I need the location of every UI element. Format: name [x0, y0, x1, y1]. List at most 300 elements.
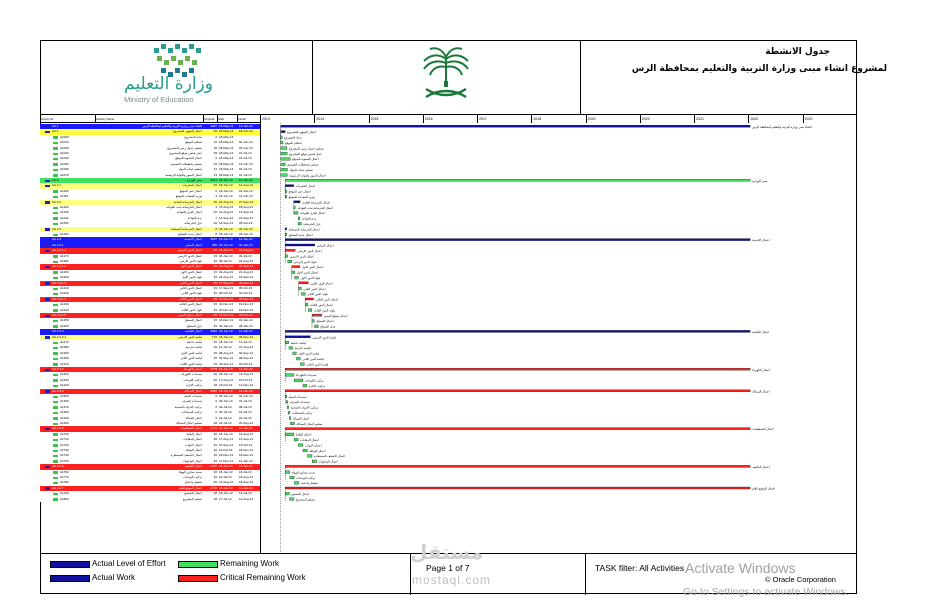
finish-date: 08-Jul-13 — [239, 404, 252, 409]
start-date: 19-Aug-13 — [219, 480, 234, 485]
activity-name: مبنى الوزارة — [186, 178, 202, 182]
activity-id: A1740 — [60, 453, 69, 458]
task-bar-icon — [53, 358, 58, 361]
timescale-year: 2019 — [586, 115, 640, 123]
task-bar-icon — [45, 126, 50, 129]
gantt-bar-label: بلوك الدور الثاني — [307, 292, 328, 297]
activity-id: AA.2.4.7 — [52, 485, 64, 490]
activity-name: اعمال الدور الثالث — [179, 296, 202, 301]
activity-name: اعمال الحفريات — [182, 183, 202, 188]
start-date: 15-Sep-13 — [219, 442, 234, 447]
gantt-bar — [285, 374, 294, 377]
gantt-bar — [285, 233, 287, 236]
gantt-bar-label: اعمال النوافذ — [309, 448, 326, 453]
duration: 55 — [213, 264, 217, 269]
activity-id: A1380 — [60, 410, 69, 415]
gantt-bar-label: تسليم عينات المواد — [289, 168, 314, 172]
activity-name: تركيب الانارة — [186, 383, 202, 388]
task-bar-icon — [53, 153, 58, 156]
finish-date: 29-Jun-13 — [239, 145, 253, 150]
duration: 2738 — [210, 485, 217, 490]
timescale-year: 2020 — [640, 115, 694, 123]
activity-id: A1330 — [60, 377, 69, 382]
gantt-chart — [260, 115, 857, 553]
col-duration: Original — [204, 115, 218, 123]
gantt-bar-label: لياسة الدور الارضي — [312, 335, 337, 340]
start-date: 18-Jun-13 — [219, 372, 233, 377]
activity-name: لياسة الدور الاول — [181, 350, 202, 355]
duration: 12 — [213, 167, 217, 172]
activity-name: بداية المشروع — [184, 134, 202, 139]
gantt-bar-label: بلوك الدور الثالث — [313, 308, 336, 313]
activity-name: اعمال الواجهات — [182, 458, 202, 463]
finish-date: 19-Nov-13 — [239, 302, 254, 307]
activity-id: A1070 — [60, 172, 69, 177]
duration: 60 — [213, 431, 217, 436]
gantt-bar — [294, 438, 298, 441]
gantt-bar-label: تركيب اللوحات — [304, 378, 324, 383]
activity-name: اعمال السطح — [184, 318, 202, 323]
activity-id: A1780 — [60, 480, 69, 485]
activity-name: عزل الخرسانة — [184, 221, 202, 226]
task-bar-icon — [53, 207, 58, 210]
activity-id: A1140 — [60, 215, 69, 220]
activity-name: اعمال الدور الثالث — [179, 302, 202, 307]
activity-id: A1700 — [60, 431, 69, 436]
activity-name: اعمال التجهيز للمشروع — [173, 129, 202, 134]
activity-id: AA.2.2 — [52, 199, 62, 204]
activity-id: AA.2.1 — [52, 183, 62, 188]
duration: 8 — [215, 226, 217, 231]
start-date: 17-Aug-13 — [219, 437, 234, 442]
activity-id: A1760 — [60, 469, 69, 474]
duration: 30 — [213, 442, 217, 447]
duration: 15 — [213, 302, 217, 307]
finish-date: 20-Feb-14 — [239, 313, 253, 317]
task-bar-icon — [53, 261, 58, 264]
finish-date: 21-Aug-13 — [239, 269, 254, 274]
finish-date: 01-Jul-13 — [239, 172, 252, 177]
duration: 8 — [215, 232, 217, 236]
gantt-bar-label: مبنى الوزارة — [752, 178, 768, 183]
gantt-bar-label: اعمال الدور الثالث — [315, 297, 339, 302]
start-date: 08-Aug-13 — [219, 350, 234, 355]
duration: 6 — [215, 399, 217, 404]
duration: 60 — [213, 372, 217, 377]
start-date: 14-Sep-13 — [219, 221, 234, 226]
activity-id: A1240 — [60, 307, 69, 312]
finish-date: 14-Sep-13 — [239, 437, 254, 442]
gantt-bar — [292, 271, 295, 274]
task-bar-icon — [53, 342, 58, 345]
finish-date: 28-Sep-13 — [239, 356, 254, 361]
gantt-bar-label: اعمال العزل للقواعد — [299, 211, 326, 216]
activity-id: A1030 — [60, 151, 69, 155]
start-date: 18-Jun-13 — [219, 329, 233, 334]
activity-name: اعمال الدور الاول — [180, 264, 202, 269]
timescale-year: 2023 — [803, 115, 857, 123]
start-date: 18-May-13 — [219, 140, 234, 145]
duration: 25 — [213, 356, 217, 361]
finish-date: 16-Sep-13 — [239, 275, 254, 280]
task-bar-icon — [45, 239, 50, 242]
finish-date: 16-Aug-13 — [239, 372, 254, 377]
start-date: 18-Jun-13 — [219, 253, 233, 258]
duration: 60 — [213, 377, 217, 382]
duration: 6 — [215, 156, 217, 161]
gantt-bar-label: اعمال المبانى — [316, 243, 334, 248]
gantt-bar-label: اعمال الخرسانة المسلحة — [288, 227, 320, 232]
gantt-bar — [298, 222, 301, 225]
activity-name: تسليم مخططات التصميم — [170, 161, 202, 166]
activity-id: A1270 — [60, 340, 69, 344]
duration: 30 — [213, 475, 217, 479]
legend-swatch-actual-work — [50, 575, 90, 582]
activity-name: اعمال الخرسانة المسلحة — [170, 226, 202, 231]
task-bar-icon — [53, 320, 58, 323]
gantt-bar — [292, 266, 300, 268]
task-bar-icon — [53, 158, 58, 161]
task-bar-icon — [53, 396, 58, 399]
task-bar-icon — [53, 223, 58, 226]
start-date: 17-Jul-13 — [219, 496, 232, 501]
task-bar-icon — [45, 282, 50, 285]
gantt-bar-label: اعمال الدور الثالث — [309, 303, 333, 307]
activity-name: تمديدات الكهرباء — [181, 372, 202, 377]
activity-name: ردم القواعد — [187, 215, 202, 220]
task-bar-icon — [53, 217, 58, 220]
gantt-bar — [281, 147, 287, 150]
activity-id: A1160 — [60, 232, 69, 236]
start-date: 18-Jun-13 — [219, 194, 233, 199]
start-date: 18-Jun-13 — [219, 485, 233, 490]
task-bar-icon — [45, 250, 50, 253]
finish-date: 18-Aug-13 — [239, 475, 254, 479]
duration: 3287 — [210, 124, 217, 128]
start-date: 18-Jun-13 — [219, 237, 233, 242]
task-bar-icon — [53, 423, 58, 426]
activity-name: اعمال حفر الموقع — [179, 188, 202, 193]
table-row — [40, 497, 260, 502]
task-filter: TASK filter: All Activities — [595, 563, 685, 573]
gantt-bar — [281, 163, 286, 166]
gantt-bar-label: لياسة الدور الثالث — [306, 362, 329, 367]
gantt-bar — [307, 455, 312, 458]
activity-table — [40, 115, 261, 553]
gantt-bar — [281, 136, 283, 139]
start-date: 18-May-13 — [219, 167, 234, 172]
duration: 15 — [213, 140, 217, 145]
activity-name: اعمال الخرسانة تحت القواعد — [166, 205, 202, 209]
activity-id: A1020 — [60, 145, 69, 150]
gantt-bar — [281, 152, 287, 155]
duration: 15 — [213, 318, 217, 323]
gantt-bar-label: اعمال التشطيبات — [752, 427, 774, 432]
duration: 25 — [213, 361, 217, 366]
finish-date: 18-Sep-13 — [239, 480, 254, 485]
start-date: 15-Aug-13 — [219, 199, 234, 204]
activity-name: تسليم اعمال السباكة — [176, 421, 202, 425]
task-bar-icon — [53, 412, 58, 415]
gantt-bar-label: اعمال البلاط — [295, 432, 312, 437]
task-bar-icon — [45, 466, 50, 469]
start-date: 18-May-13 — [219, 172, 234, 177]
activity-id: A1110 — [60, 194, 69, 199]
duration: 25 — [213, 259, 217, 263]
gantt-bar-label: لياسة داخلية — [290, 340, 307, 345]
gantt-bar-label: لياسة خارجية — [294, 346, 311, 351]
start-date: 16-Jul-13 — [219, 415, 232, 420]
gantt-bar — [286, 401, 288, 404]
activity-id: AA.2.4.1.1 — [52, 248, 67, 253]
activity-id: A1400 — [60, 421, 69, 425]
start-date: 16-Dec-13 — [219, 313, 234, 317]
gantt-bar-label: تمديدات الصرف — [289, 400, 310, 405]
task-bar-icon — [45, 369, 50, 372]
finish-date: 12-Jan-22 — [239, 426, 253, 431]
activity-name: اعمال العزل للقواعد — [176, 210, 202, 215]
duration: 3237 — [210, 178, 217, 182]
finish-date: 20-Aug-13 — [239, 421, 254, 425]
task-bar-icon — [53, 163, 58, 166]
activity-name: اعمال التنسيق — [184, 491, 202, 496]
activity-name: اعمال اللياسة — [185, 329, 202, 334]
gantt-bar — [285, 330, 750, 332]
col-start: Start — [218, 115, 238, 123]
timescale-year: 2016 — [423, 115, 477, 123]
gantt-bar — [299, 282, 309, 284]
start-date: 19-Aug-13 — [219, 210, 234, 215]
gantt-bar-label: تركيب السخانات — [291, 411, 313, 415]
gantt-bar — [285, 336, 310, 338]
gantt-bar — [285, 228, 287, 230]
task-bar-icon — [45, 131, 50, 134]
gantt-bar — [281, 125, 750, 127]
finish-date: 26-Jun-13 — [239, 232, 253, 236]
activity-name: اختبار الشبكة — [185, 415, 202, 420]
gantt-bar — [281, 158, 290, 161]
activity-name: اعمال الدور الثاني — [179, 286, 202, 290]
duration: 25 — [213, 350, 217, 355]
task-bar-icon — [53, 493, 58, 496]
task-bar-icon — [53, 196, 58, 199]
activity-id: A1120 — [60, 205, 69, 209]
start-date: 18-Jun-13 — [219, 367, 233, 371]
start-date: 18-Jun-13 — [219, 491, 233, 496]
gantt-bar-label: اعمال التنسيق — [291, 492, 310, 496]
gantt-bar — [294, 206, 296, 209]
activity-id: AA.1 — [52, 124, 59, 128]
activity-name: بلوك الدور الاول — [182, 275, 202, 280]
gantt-bar — [301, 293, 305, 296]
start-date: 02-Jul-13 — [219, 404, 232, 409]
duration: 15 — [213, 269, 217, 274]
gantt-bar-label: اعمال الموقع العام — [752, 486, 776, 491]
activity-id: AA.2.4.2 — [52, 329, 64, 334]
activity-name: تركيب اللوحات — [183, 377, 202, 382]
activity-id: A1720 — [60, 442, 69, 447]
finish-date: 14-Aug-13 — [239, 496, 254, 501]
activity-name: عزل السطح — [186, 323, 202, 328]
finish-date: 12-Jan-22 — [239, 485, 253, 490]
task-bar-icon — [53, 439, 58, 442]
legend-remaining-work-label: Remaining Work — [220, 559, 279, 568]
gantt-bar — [303, 449, 307, 452]
task-bar-icon — [45, 315, 50, 318]
activity-id: AA.2.4.4 — [52, 388, 64, 393]
duration: 15 — [213, 286, 217, 290]
finish-date: 31-Oct-13 — [239, 291, 253, 296]
activate-windows-hint: Go to Settings to activate Windows. — [683, 586, 849, 598]
gantt-bar — [295, 276, 299, 279]
col-activity-name: Activity Name — [96, 115, 204, 123]
activity-id: A1790 — [60, 491, 69, 496]
gantt-bar-label: تسليم المشروع — [295, 497, 315, 502]
activity-id: A1280 — [60, 345, 69, 350]
gantt-bar-label: عزل الخرسانة — [303, 222, 321, 226]
activity-id: A1130 — [60, 210, 69, 215]
activity-id: AA.2.4.2.1 — [52, 334, 67, 339]
gantt-bar — [294, 201, 300, 203]
finish-date: 12-Jan-22 — [239, 237, 253, 242]
gantt-bar — [294, 212, 298, 215]
start-date: 18-May-13 — [219, 161, 234, 166]
gantt-bar — [305, 303, 308, 306]
activity-name: توريد المعدات للموقع — [175, 194, 202, 199]
gantt-bar-label: تركيب الوحدات — [296, 475, 316, 480]
duration: 35 — [213, 145, 217, 150]
finish-date: 26-Jun-13 — [239, 226, 253, 231]
duration: 3026 — [210, 329, 217, 334]
task-bar-icon — [45, 428, 50, 431]
duration: 4 — [215, 205, 217, 209]
task-bar-icon — [45, 228, 50, 231]
gantt-bars — [260, 115, 857, 553]
finish-date: 07-Aug-13 — [239, 345, 254, 350]
activity-id: A1290 — [60, 350, 69, 355]
finish-date: 04-Jan-14 — [239, 242, 253, 247]
gantt-bar-label: تركيب الانارة — [308, 384, 325, 388]
gantt-bar-label: اعمال حديد التسليح — [288, 232, 313, 237]
activity-name: تمديدات المياه — [184, 394, 202, 398]
start-date: 18-Jun-13 — [219, 431, 233, 436]
gantt-bar — [285, 471, 290, 474]
gantt-bar — [285, 195, 287, 198]
activity-name: لياسة الدور الثاني — [180, 356, 202, 361]
legend-swatch-remaining-work — [178, 561, 218, 568]
timescale-year: 2014 — [314, 115, 368, 123]
activity-id: A1360 — [60, 399, 69, 404]
task-bar-icon — [53, 136, 58, 139]
activity-name: اعمال الدهانات — [183, 437, 202, 442]
duration: 25 — [213, 345, 217, 350]
activity-id: A1260 — [60, 323, 69, 328]
start-date: 18-Jun-13 — [219, 340, 233, 344]
gantt-bar-label: تسليم مخططات التصميم — [287, 162, 319, 167]
start-date: 18-Jun-13 — [219, 426, 233, 431]
finish-date: 02-Jan-14 — [239, 318, 253, 323]
activity-name: بلوك الدور الثاني — [181, 291, 202, 296]
activity-name: بلوك الدور الارضي — [179, 259, 202, 263]
duration: 60 — [213, 313, 217, 317]
duration: 28 — [213, 496, 217, 501]
start-date: 23-Jul-13 — [219, 421, 232, 425]
activity-name: تمديدات الصرف — [181, 399, 202, 404]
finish-date: 24-Oct-13 — [239, 361, 253, 366]
activity-id: A1230 — [60, 302, 69, 307]
finish-date: 27-Sep-13 — [239, 199, 254, 204]
task-bar-icon — [53, 471, 58, 474]
gantt-bar — [285, 185, 293, 187]
duration: 280 — [211, 242, 217, 247]
start-date: 03-Jan-14 — [219, 323, 233, 328]
duration: 60 — [213, 248, 217, 253]
duration: 26 — [213, 129, 217, 134]
gantt-bar-label: اعمال الدور الاول — [301, 265, 324, 270]
task-bar-icon — [53, 190, 58, 193]
finish-date: 21-Jun-13 — [239, 194, 253, 199]
finish-date: 15-Oct-13 — [239, 442, 253, 447]
legend-critical-remaining-label: Critical Remaining Work — [220, 573, 306, 582]
gantt-bar — [281, 174, 287, 177]
duration: 25 — [213, 291, 217, 296]
timescale-year: 2013 — [260, 115, 314, 123]
start-date: 18-May-13 — [219, 129, 234, 134]
gantt-bar — [293, 352, 297, 355]
duration: 25 — [213, 307, 217, 312]
start-date: 17-Sep-13 — [219, 280, 234, 285]
gantt-bar-label: لياسة الدور الاول — [298, 351, 320, 356]
activity-id: A1710 — [60, 437, 69, 442]
task-bar-icon — [53, 374, 58, 377]
activity-id: A1010 — [60, 140, 69, 145]
activity-name: اعمال الدور الثاني — [179, 280, 202, 285]
task-bar-icon — [53, 482, 58, 485]
start-date: 18-Jun-13 — [219, 242, 233, 247]
activity-name: تسليم عينات المواد — [178, 167, 202, 172]
finish-date: 04-Jul-13 — [239, 253, 252, 258]
activity-name: اعمال الموقع العام — [178, 485, 202, 490]
gantt-bar-label: اعمال الخرسانة العادية — [302, 200, 331, 205]
finish-date: 05-Oct-13 — [239, 286, 253, 290]
duration: 6 — [215, 410, 217, 415]
task-bar-icon — [53, 450, 58, 453]
task-bar-icon — [53, 169, 58, 172]
activity-name: تشغيل واختبار — [184, 480, 202, 485]
gantt-bar — [285, 465, 750, 467]
start-date: 02-Aug-13 — [219, 269, 234, 274]
activity-name: اعمال الدور الاول — [180, 269, 202, 274]
gantt-bar — [289, 347, 293, 350]
activity-name: اعمال الابواب — [185, 442, 202, 447]
activity-id: A1300 — [60, 356, 69, 361]
activity-id: AA.2.4.1.3 — [52, 280, 67, 285]
gantt-bar — [285, 179, 750, 181]
finish-date: 16-Aug-13 — [239, 431, 254, 436]
gantt-bar-label: توريد المعدات للموقع — [288, 195, 315, 199]
gantt-bar-label: اعمال الدور الثاني — [310, 281, 333, 286]
activity-name: لياسة الدور الثالث — [179, 361, 202, 366]
task-bar-icon — [53, 417, 58, 420]
gantt-bar — [285, 244, 315, 246]
activity-id: AA.2.4.1.2 — [52, 264, 67, 269]
finish-date: 21-Jul-13 — [239, 156, 252, 161]
task-bar-icon — [53, 460, 58, 463]
finish-date: 19-Jun-13 — [239, 161, 253, 166]
gantt-bar-label: اعمال الكهرباء — [752, 367, 771, 372]
task-bar-icon — [53, 477, 58, 480]
activity-name: بلوك الدور الثالث — [180, 307, 202, 312]
